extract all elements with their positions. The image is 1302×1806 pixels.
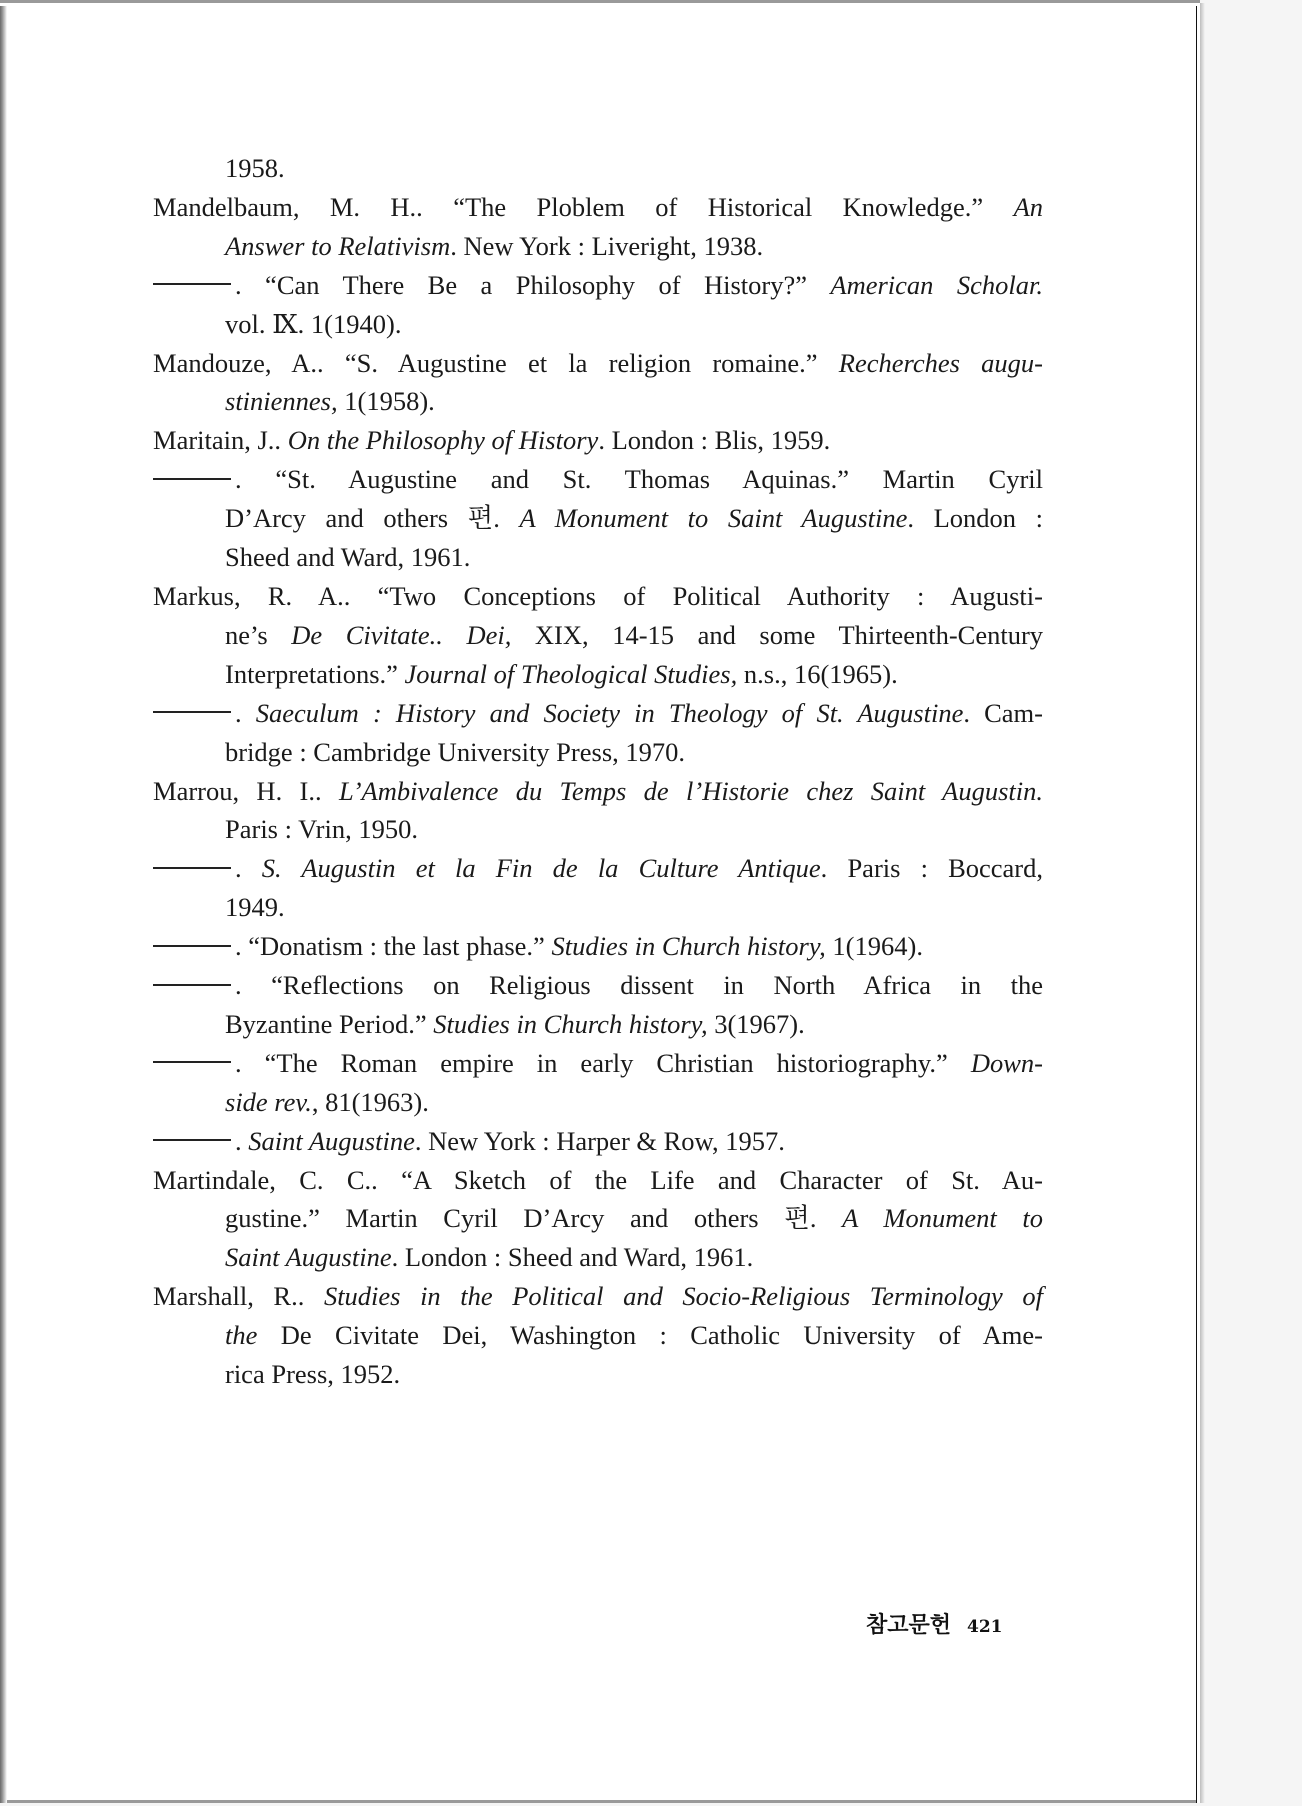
title-italic: Studies in Church history, [551,931,826,962]
entry-line [153,577,1043,616]
title-italic: An [1013,191,1043,222]
title-italic: L’Ambivalence du Temps de l’Historie chez Saint Augustin. [338,775,1043,806]
entry-text: . “Can There Be a Philosophy of History?” [235,269,831,300]
same-author-dash [153,1139,231,1141]
entry-line [225,1122,1043,1161]
entry-text: . Cam- [963,697,1043,728]
entry-text: . London : Sheed and Ward, 1961. [391,1242,754,1273]
entry-text: Interpretations.” [225,658,405,689]
bibliography-entry [153,1277,1043,1394]
same-author-dash [153,867,231,869]
entry-line [225,1005,1043,1044]
entry-text: . “The Roman empire in early Christian historiography.” [235,1047,971,1078]
entry-text: . [235,1125,249,1156]
bibliography-entry [153,849,1043,927]
bibliography-entry [153,344,1043,422]
bibliography-entry [153,1122,1043,1161]
entry-text: Markus, R. A.. “Two Conceptions of Political Authority : Augusti- [153,580,1043,611]
title-italic: Recherches augu- [838,347,1043,378]
same-author-dash [153,711,231,713]
title-italic: On the Philosophy of History [287,425,599,456]
entry-text: rica Press, 1952. [225,1359,401,1390]
entry-text: . “St. Augustine and St. Thomas Aquinas.” Martin Cyril [235,464,1043,495]
entry-line [153,772,1043,811]
entry-text: ne’s [225,619,292,650]
entry-line [225,849,1043,888]
entry-line [225,1316,1043,1355]
bibliography-entry [153,772,1043,850]
entry-text: Martindale, C. C.. “A Sketch of the Life and Character of St. Au- [153,1164,1043,1195]
title-italic: De Civitate.. Dei, [291,619,512,650]
title-italic: side rev. [225,1086,312,1117]
title-italic: Journal of Theological Studies, [404,658,738,689]
bibliography-entry [153,1161,1043,1278]
entry-text: bridge : Cambridge University Press, 1970. [225,736,686,767]
title-italic: the [225,1320,258,1351]
entry-text: . “Reflections on Religious dissent in North Africa in the [235,970,1043,1001]
entry-line [225,305,1043,344]
bibliography-entry [153,966,1043,1044]
entry-text: XIX, 14-15 and some Thirteenth-Century [511,619,1044,650]
entry-line [225,694,1043,733]
entry-text: 1(1964). [825,931,923,962]
entry-text: D’Arcy and others 편. [225,503,520,534]
entry-text: Paris : Vrin, 1950. [225,814,418,845]
page-number: 421 [967,1617,1003,1637]
entry-line [153,1161,1043,1200]
entry-text: 1949. [225,892,285,923]
entry-line [225,733,1043,772]
entry-text: . New York : Liveright, 1938. [450,230,764,261]
entry-text: De Civitate Dei, Washington : Catholic University of Ame- [257,1320,1043,1351]
entry-line [225,149,1043,188]
entry-text: 3(1967). [707,1008,805,1039]
entry-line [225,927,1043,966]
entry-text: 1(1958). [337,386,435,417]
entry-text: 1958. [225,153,285,183]
entry-text: . London : [907,503,1043,534]
entry-text: . London : Blis, 1959. [598,425,831,456]
entry-text: , 81(1963). [311,1086,429,1117]
title-italic: Studies in Church history, [433,1008,708,1039]
entry-line [225,382,1043,421]
bibliography-entry [153,577,1043,694]
same-author-dash [153,945,231,947]
bibliography-list [153,149,1043,1394]
title-italic: A Monument to Saint Augustine [519,503,908,534]
entry-text: Mandouze, A.. “S. Augustine et la religion romaine.” [153,347,839,378]
bibliography-entry [153,421,1043,460]
entry-text: . “Donatism : the last phase.” [235,931,552,962]
entry-line [153,188,1043,227]
entry-text: . New York : Harper & Row, 1957. [414,1125,785,1156]
entry-text: vol. Ⅸ. 1(1940). [225,308,402,339]
bibliography-entry [153,188,1043,266]
entry-text: Byzantine Period.” [225,1008,434,1039]
entry-text: Marshall, R.. [153,1281,324,1312]
bibliography-entry [153,460,1043,577]
title-italic: stiniennes, [225,386,338,417]
entry-line [225,1238,1043,1277]
entry-line [225,1044,1043,1083]
same-author-dash [153,984,231,986]
entry-line [225,655,1043,694]
entry-text: gustine.” Martin Cyril D’Arcy and others 편. [225,1203,843,1234]
same-author-dash [153,283,231,285]
bibliography-entry-continuation [153,149,1043,188]
bibliography-entry [153,927,1043,966]
title-italic: S. Augustin et la Fin de la Culture Antique [261,853,821,884]
entry-text: Marrou, H. I.. [153,775,339,806]
entry-line [225,499,1043,538]
same-author-dash [153,478,231,480]
page-left-edge [0,6,7,1803]
title-italic: Saint Augustine [248,1125,415,1156]
title-italic: Studies in the Political and Socio-Religious Terminology of [323,1281,1044,1312]
bibliography-entry [153,1044,1043,1122]
entry-line [153,1277,1044,1316]
page-shadow [1200,3,1205,1803]
entry-line [225,1355,1043,1394]
entry-line [225,1083,1043,1122]
title-italic: American Scholar. [830,269,1043,300]
entry-line [225,266,1043,305]
entry-text: Maritain, J.. [153,425,288,456]
entry-line [153,421,1043,460]
entry-text: n.s., 16(1965). [737,658,898,689]
same-author-dash [153,1061,231,1063]
title-italic: Saint Augustine [225,1242,392,1273]
title-italic: Answer to Relativism [225,230,451,261]
entry-text: . [235,853,262,884]
entry-line [225,966,1043,1005]
entry-text: Sheed and Ward, 1961. [225,542,471,573]
entry-line [225,227,1043,266]
entry-text: Mandelbaum, M. H.. “The Ploblem of Historical Knowledge.” [153,191,1014,222]
entry-line [225,888,1043,927]
title-italic: A Monument to [842,1203,1043,1234]
entry-line [153,344,1043,383]
title-italic: Saeculum : History and Society in Theology of St. Augustine [255,697,964,728]
entry-line [225,460,1043,499]
entry-line [225,538,1043,577]
entry-line [225,616,1043,655]
bibliography-entry [153,266,1043,344]
running-footer [866,1608,1003,1639]
entry-line [225,1199,1043,1238]
title-italic: Down- [970,1047,1043,1078]
entry-text: . Paris : Boccard, [820,853,1044,884]
entry-line [225,810,1043,849]
entry-text: . [235,697,256,728]
bibliography-entry [153,694,1043,772]
footer-section-title: 참고문헌 [866,1613,952,1638]
